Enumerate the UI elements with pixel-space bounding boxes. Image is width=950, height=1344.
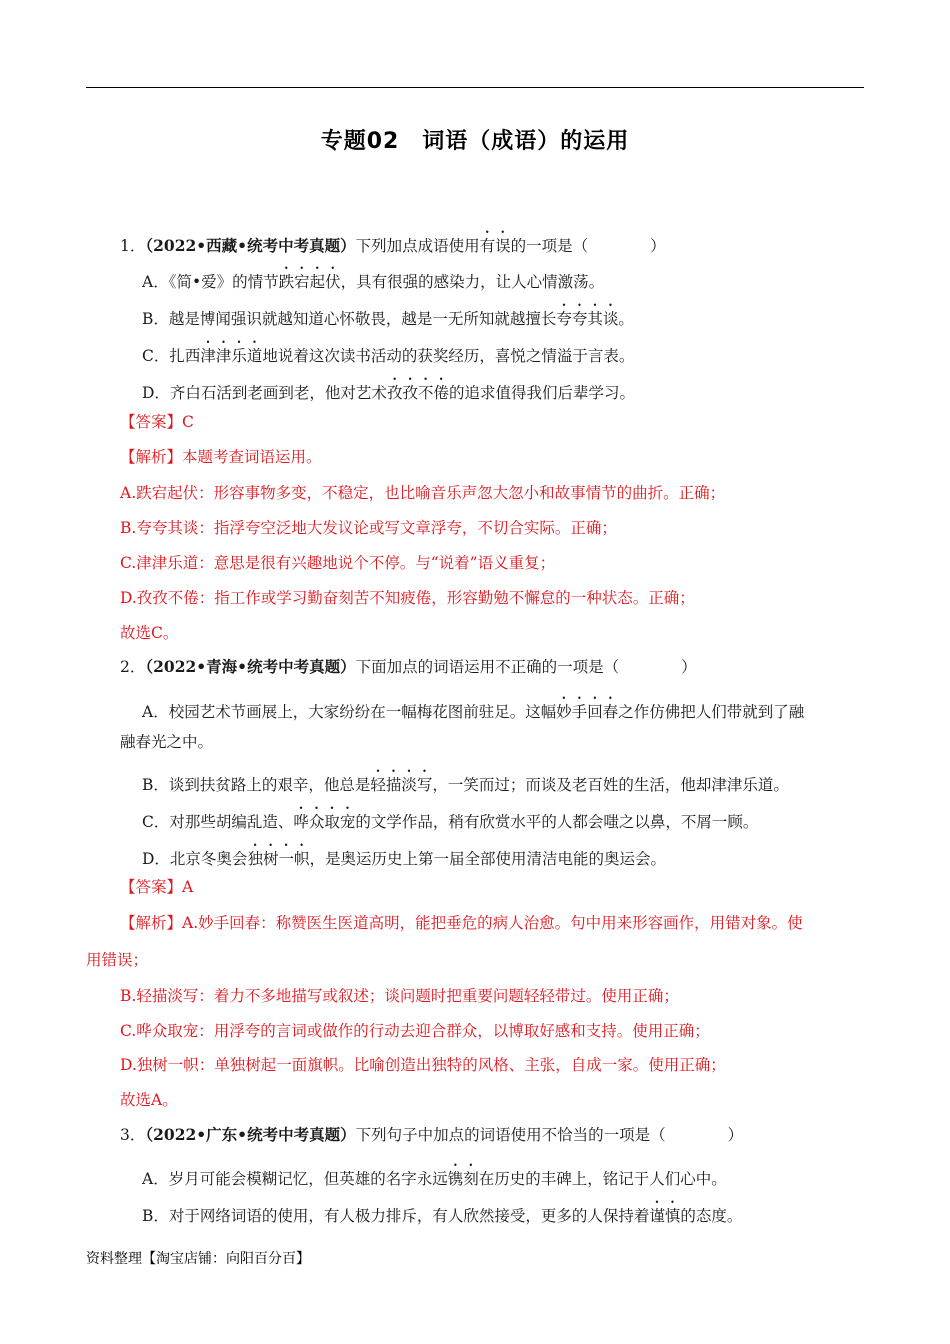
analysis-conclusion: 故选C。: [120, 624, 179, 642]
question-3-stem: [120, 1125, 743, 1145]
answer-label: 【答案】: [120, 413, 183, 431]
option-emphasis: 津津乐道: [200, 347, 263, 365]
stem-emphasis: 有误: [479, 237, 511, 255]
option-text: 地说着这次读书活动的获奖经历，喜悦之情溢于言表。: [262, 347, 635, 365]
option-emphasis: 跌宕起伏: [278, 273, 341, 291]
option-text: 。: [618, 310, 634, 328]
option-text: A．《简•爱》的情节: [142, 273, 279, 291]
page-footer: 资料整理【淘宝店铺：向阳百分百】: [86, 1251, 310, 1267]
question-1-analysis-intro: [120, 447, 322, 467]
question-1-option-c: [142, 338, 634, 366]
stem-text: 下列加点成语使用: [355, 237, 480, 255]
option-emphasis: 哗众取宠: [293, 813, 356, 831]
option-text: 的追求值得我们后辈学习。: [448, 384, 635, 402]
option-text: B．对于网络词语的使用，有人极力排斥，有人欣然接受，更多的人保持着: [142, 1207, 650, 1225]
stem-text: ）: [727, 1126, 744, 1144]
option-text: 的文学作品，稍有欣赏水平的人都会嗤之以鼻，不屑一顾。: [355, 813, 759, 831]
analysis-line-continued: 用错误；: [86, 951, 149, 969]
option-text: B．越是博闻强识就越知道心怀敬畏，越是一无所知就越擅长: [142, 310, 557, 328]
option-text: D．齐白石活到老画到老，他对艺术: [142, 384, 387, 402]
analysis-label: 【解析】: [120, 448, 183, 466]
question-source: （2022•西藏•统考中考真题）: [145, 236, 356, 255]
question-source: （2022•广东•统考中考真题）: [145, 1125, 356, 1144]
option-emphasis: 独树一帜: [247, 850, 310, 868]
analysis-line: D.孜孜不倦：指工作或学习勤奋刻苦不知疲倦，形容勤勉不懈怠的一种状态。正确；: [120, 589, 695, 607]
question-2-stem: [120, 657, 697, 677]
question-2-answer: [120, 877, 193, 897]
question-number: 1．: [120, 237, 146, 255]
question-1-option-d: [142, 375, 635, 403]
analysis-conclusion: 故选A。: [120, 1091, 178, 1109]
analysis-line: C.津津乐道：意思是很有兴趣地说个不停。与“说着”语义重复；: [120, 554, 556, 572]
option-text: C．扎西: [142, 347, 201, 365]
question-2-option-d: [142, 841, 666, 869]
page-title: 专题02 词语（成语）的运用: [320, 129, 630, 154]
option-text: ，是奥运历史上第一届全部使用清洁电能的奥运会。: [309, 850, 666, 868]
option-text: ，一笑而过；而谈及老百姓的生活，他却津津乐道。: [432, 776, 789, 794]
option-text: 之作仿佛把人们带就到了融: [618, 703, 805, 721]
question-2-analysis-first: [120, 913, 803, 933]
analysis-line: C.哗众取宠：用浮夸的言词或做作的行动去迎合群众，以博取好感和支持。使用正确；: [120, 1022, 710, 1040]
stem-text: ）: [650, 237, 666, 255]
option-text: 在历史的丰碑上，铭记于人们心中。: [478, 1170, 727, 1188]
option-text: A．岁月可能会模糊记忆，但英雄的名字永远: [142, 1170, 448, 1188]
option-emphasis: 轻描淡写: [370, 776, 433, 794]
analysis-text: A.妙手回春：称赞医生医道高明，能把垂危的病人治愈。句中用来形容画作，用错对象。使: [182, 914, 803, 932]
option-emphasis: 谨慎: [649, 1207, 681, 1225]
question-number: 2．: [120, 658, 146, 676]
question-2-option-b: [142, 767, 789, 795]
analysis-line: D.独树一帜：单独树起一面旗帜。比喻创造出独特的风格、主张，自成一家。使用正确；: [120, 1056, 726, 1074]
analysis-line: A.跌宕起伏：形容事物多变，不稳定，也比喻音乐声忽大忽小和故事情节的曲折。正确；: [120, 484, 726, 502]
answer-value: A: [182, 878, 194, 896]
analysis-text: 本题考查词语运用。: [182, 448, 322, 466]
answer-value: C: [182, 413, 194, 431]
question-3-option-a: [142, 1161, 727, 1189]
option-text: C．对那些胡编乱造、: [142, 813, 294, 831]
analysis-label: 【解析】: [120, 914, 183, 932]
stem-text: ）: [681, 658, 697, 676]
analysis-line: B.夸夸其谈：指浮夸空泛地大发议论或写文章浮夸，不切合实际。正确；: [120, 519, 617, 537]
option-text: ，具有很强的感染力，让人心情激荡。: [340, 273, 605, 291]
option-emphasis: 镌刻: [447, 1170, 479, 1188]
question-3-option-b: [142, 1198, 742, 1226]
option-text: B．谈到扶贫路上的艰辛，他总是: [142, 776, 371, 794]
question-2-option-c: [142, 804, 758, 832]
header-rule: [86, 87, 864, 88]
option-emphasis: 孜孜不倦: [386, 384, 449, 402]
question-1-stem: [120, 228, 666, 256]
answer-label: 【答案】: [120, 878, 183, 896]
question-1-option-b: [142, 301, 634, 329]
stem-text: 下面加点的词语运用不正确的一项是（: [355, 658, 620, 676]
option-text: 的态度。: [680, 1207, 743, 1225]
question-number: 3．: [120, 1126, 146, 1144]
question-1-answer: [120, 412, 194, 432]
option-emphasis: 妙手回春: [556, 703, 619, 721]
question-2-option-a: [142, 694, 804, 722]
question-1-option-a: [142, 264, 604, 292]
option-text: D．北京冬奥会: [142, 850, 248, 868]
stem-text: 的一项是（: [510, 237, 589, 255]
option-text: A．校园艺术节画展上，大家纷纷在一幅梅花图前驻足。这幅: [142, 703, 557, 721]
question-2-option-a-continued: 融春光之中。: [120, 733, 214, 751]
option-emphasis: 夸夸其谈: [556, 310, 619, 328]
analysis-line: B.轻描淡写：着力不多地描写或叙述；谈问题时把重要问题轻轻带过。使用正确；: [120, 987, 679, 1005]
question-source: （2022•青海•统考中考真题）: [145, 657, 356, 676]
stem-text: 下列句子中加点的词语使用不恰当的一项是（: [355, 1126, 666, 1144]
